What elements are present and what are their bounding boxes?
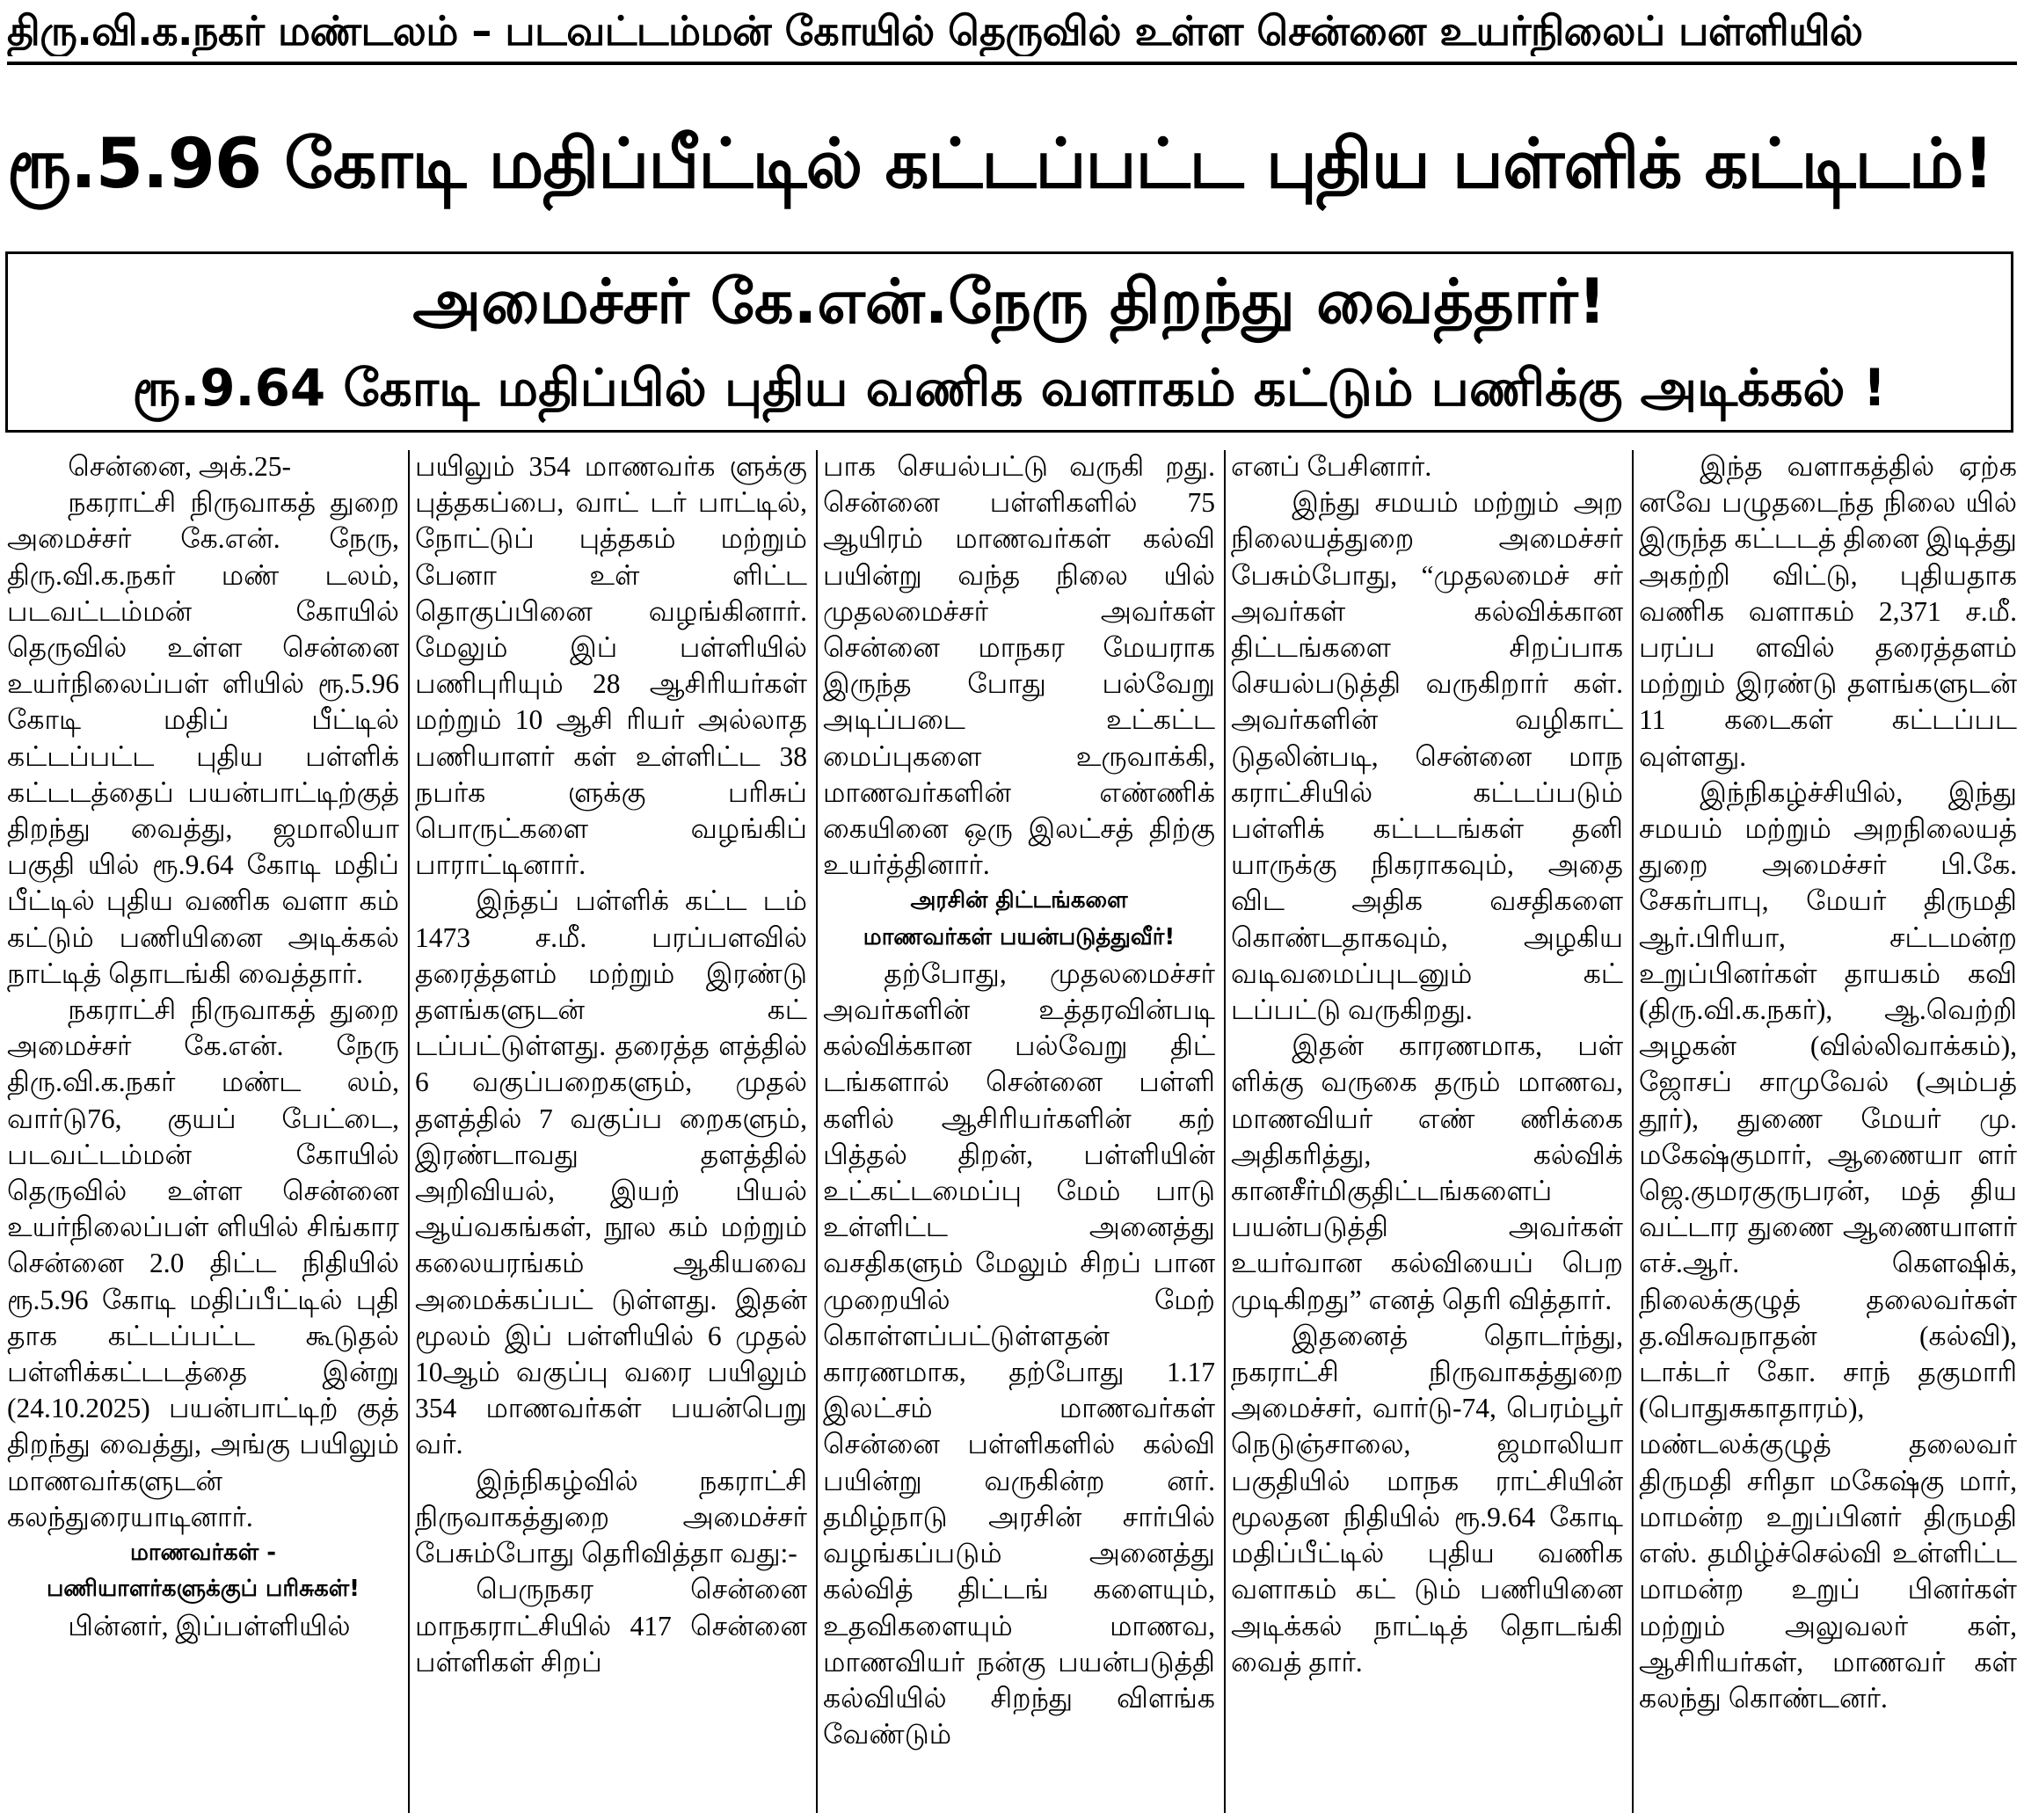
paragraph: தற்போது, முதலமைச்சர் அவர்களின் உத்தரவின்படி கல்விக்கான பல்வேறு திட் டங்களால் சென்னை பள்ளி களில் ஆசிரியர்களின் கற் பித்தல் திறன், பள்ளியின் உட்கட்டமைப்பு மேம் பாடு உள்ளிட்ட அனைத்து வசதிகளும் மேலும் சிறப் பான முறையில் மேற் கொள்ளப்பட்டுள்ளதன் காரணமாக, தற்போது 1.17 இலட்சம் மாணவர்கள் சென்னை பள்ளிகளில் கல்வி பயின்று வருகின்ற னர். தமிழ்நாடு அரசின் சார்பில் வழங்கப்படும் அனைத்து கல்வித் திட்டங் களையும், உதவிகளையும் மாணவ, மாணவியர் நன்கு பயன்படுத்தி கல்வியில் சிறந்து விளங்க வேண்டும் <box>823 957 1215 1751</box>
paragraph: இந்து சமயம் மற்றும் அற நிலையத்துறை அமைச்சர் பேசும்போது, “முதலமைச் சர் அவர்கள் கல்விக்கான திட்டங்களை சிறப்பாக செயல்படுத்தி வருகிறார் கள். அவர்களின் வழிகாட் டுதலின்படி, சென்னை மாந கராட்சியில் கட்டப்படும் பள்ளிக் கட்டடங்கள் தனி யாருக்கு நிகராகவும், அதை விட அதிக வசதிகளை கொண்டதாகவும், அழகிய வடிவமைப்புடனும் கட் டப்பட்டு வருகிறது. <box>1231 487 1623 1026</box>
kicker-divider <box>7 62 2017 65</box>
paragraph: பெருநகர சென்னை மாநகராட்சியில் 417 சென்னை பள்ளிகள் சிறப் <box>415 1574 807 1678</box>
paragraph: இந்நிகழ்ச்சியில், இந்து சமயம் மற்றும் அறநிலையத் துறை அமைச்சர் பி.கே. சேகர்பாபு, மேயர் திருமதி ஆர்.பிரியா, சட்டமன்ற உறுப்பினர்கள் தாயகம் கவி (திரு.வி.க.நகர்), ஆ.வெற்றி அழகன் (வில்லிவாக்கம்), ஜோசப் சாமுவேல் (அம்பத் தூர்), துணை மேயர் மு. மகேஷ்குமார், ஆணையா ளர் ஜெ.குமரகுருபரன், மத் திய வட்டார துணை ஆணையாளர் எச்.ஆர். கௌஷிக், நிலைக்குழுத் தலைவர்கள் த.விசுவநாதன் (கல்வி), டாக்டர் கோ. சாந் தகுமாரி (பொதுசுகாதாரம்), மண்டலக்குழுத் தலைவர் திருமதி சரிதா மகேஷ்கு மார், மாமன்ற உறுப்பினர் திருமதி எஸ். தமிழ்ச்செல்வி உள்ளிட்ட மாமன்ற உறுப் பினர்கள் மற்றும் அலுவலர் கள், ஆசிரியர்கள், மாணவர் கள் கலந்து கொண்டனர். <box>1639 776 2017 1714</box>
paragraph: நகராட்சி நிருவாகத் துறை அமைச்சர் கே.என். நேரு, திரு.வி.க.நகர் மண் டலம், படவட்டம்மன் கோயில் தெருவில் உள்ள சென்னை உயர்நிலைப்பள் ளியில் ரூ.5.96 கோடி மதிப் பீட்டில் கட்டப்பட்ட புதிய பள்ளிக் கட்டடத்தைப் பயன்பாட்டிற்குத் திறந்து வைத்து, ஜமாலியா பகுதி யில் ரூ.9.64 கோடி மதிப் பீட்டில் புதிய வணிக வளா கம் கட்டும் பணியினை அடிக்கல் நாட்டித் தொடங்கி வைத்தார். <box>7 487 399 989</box>
subheadline-primary: அமைச்சர் கே.என்.நேரு திறந்து வைத்தார்! <box>412 266 1606 338</box>
paragraph: பாக செயல்பட்டு வருகி றது. சென்னை பள்ளிகளில் 75 ஆயிரம் மாணவர்கள் கல்வி பயின்று வந்த நிலை யில் முதலமைச்சர் அவர்கள் சென்னை மாநகர மேயராக இருந்த போது பல்வேறு அடிப்படை உட்கட்ட மைப்புகளை உருவாக்கி, மாணவர்களின் எண்ணிக் கையினை ஒரு இலட்சத் திற்கு உயர்த்தினார். <box>823 451 1215 881</box>
paragraph: நகராட்சி நிருவாகத் துறை அமைச்சர் கே.என். நேரு திரு.வி.க.நகர் மண்ட லம், வார்டு76, குயப் பேட்டை, படவட்டம்மன் கோயில் தெருவில் உள்ள சென்னை உயர்நிலைப்பள் ளியில் சிங்கார சென்னை 2.0 திட்ட நிதியில் ரூ.5.96 கோடி மதிப்பீட்டில் புதி தாக கட்டப்பட்ட கூடுதல் பள்ளிக்கட்டடத்தை இன்று (24.10.2025) பயன்பாட்டிற் குத் திறந்து வைத்து, அங்கு பயிலும் மாணவர்களுடன் கலந்துரையாடினார். <box>7 994 399 1532</box>
column-divider <box>1632 450 1634 1813</box>
dateline: சென்னை, அக்.25- <box>68 451 291 482</box>
paragraph: எனப் பேசினார். <box>1231 451 1432 482</box>
subheadline-box <box>5 251 2013 433</box>
section-subheading: பணியாளர்களுக்குப் பரிசுகள்! <box>46 1576 360 1603</box>
article-column-4 <box>1231 448 1623 1816</box>
paragraph: இந்நிகழ்வில் நகராட்சி நிருவாகத்துறை அமைச்சர் பேசும்போது தெரிவித்தா வது:- <box>415 1465 807 1569</box>
main-headline: ரூ.5.96 கோடி மதிப்பீட்டில் கட்டப்பட்ட புதிய பள்ளிக் கட்டிடம்! <box>7 125 1994 204</box>
paragraph: இந்தப் பள்ளிக் கட்ட டம் 1473 ச.மீ. பரப்பளவில் தரைத்தளம் மற்றும் இரண்டு தளங்களுடன் கட் டப்பட்டுள்ளது. தரைத்த ளத்தில் 6 வகுப்பறைகளும், முதல் தளத்தில் 7 வகுப்ப றைகளும், இரண்டாவது தளத்தில் அறிவியல், இயற் பியல் ஆய்வகங்கள், நூல கம் மற்றும் கலையரங்கம் ஆகியவை அமைக்கப்பட் டுள்ளது. இதன் மூலம் இப் பள்ளியில் 6 முதல் 10ஆம் வகுப்பு வரை பயிலும் 354 மாணவர்கள் பயன்பெறு வர். <box>415 885 807 1460</box>
section-subheading: மாணவர்கள் - <box>130 1540 276 1567</box>
column-divider <box>816 450 818 1813</box>
column-divider <box>1224 450 1226 1813</box>
paragraph: இந்த வளாகத்தில் ஏற்க னவே பழுதடைந்த நிலை யில் இருந்த கட்டடத் தினை இடித்து அகற்றி விட்டு, புதியதாக வணிக வளாகம் 2,371 ச.மீ. பரப்ப ளவில் தரைத்தளம் மற்றும் இரண்டு தளங்களுடன் 11 கடைகள் கட்டப்பட வுள்ளது. <box>1639 451 2017 772</box>
kicker-line: திரு.வி.க.நகர் மண்டலம் – படவட்டம்மன் கோயில் தெருவில் உள்ள சென்னை உயர்நிலைப் பள்ளியில் <box>7 7 1863 55</box>
paragraph: பின்னர், இப்பள்ளியில் <box>68 1610 351 1642</box>
article-column-5 <box>1639 448 2017 1816</box>
paragraph: இதனைத் தொடர்ந்து, நகராட்சி நிருவாகத்துறை அமைச்சர், வார்டு-74, பெரம்பூர் நெடுஞ்சாலை, ஜமாலியா பகுதியில் மாநக ராட்சியின் மூலதன நிதியில் ரூ.9.64 கோடி மதிப்பீட்டில் புதிய வணிக வளாகம் கட் டும் பணியினை அடிக்கல் நாட்டித் தொடங்கி வைத் தார். <box>1231 1320 1623 1678</box>
paragraph: பயிலும் 354 மாணவர்க ளுக்கு புத்தகப்பை, வாட் டர் பாட்டில், நோட்டுப் புத்தகம் மற்றும் பேனா உள் ளிட்ட தொகுப்பினை வழங்கினார். மேலும் இப் பள்ளியில் பணிபுரியும் 28 ஆசிரியர்கள் மற்றும் 10 ஆசி ரியர் அல்லாத பணியாளர் கள் உள்ளிட்ட 38 நபர்க ளுக்கு பரிசுப் பொருட்களை வழங்கிப் பாராட்டினார். <box>415 451 807 881</box>
paragraph: இதன் காரணமாக, பள் ளிக்கு வருகை தரும் மாணவ, மாணவியர் எண் ணிக்கை அதிகரித்து, கல்விக் கானசீர்மிகுதிட்டங்களைப் பயன்படுத்தி அவர்கள் உயர்வான கல்வியைப் பெற முடிகிறது” எனத் தெரி வித்தார். <box>1231 1030 1623 1315</box>
article-column-2 <box>415 448 807 1816</box>
section-subheading: மாணவர்கள் பயன்படுத்துவீர்! <box>863 923 1176 950</box>
article-column-3 <box>823 448 1215 1816</box>
column-divider <box>408 450 410 1813</box>
subheadline-secondary: ரூ.9.64 கோடி மதிப்பில் புதிய வணிக வளாகம் கட்டும் பணிக்கு அடிக்கல் ! <box>132 358 1887 418</box>
section-subheading: அரசின் திட்டங்களை <box>910 887 1128 914</box>
article-column-1 <box>7 448 399 1816</box>
